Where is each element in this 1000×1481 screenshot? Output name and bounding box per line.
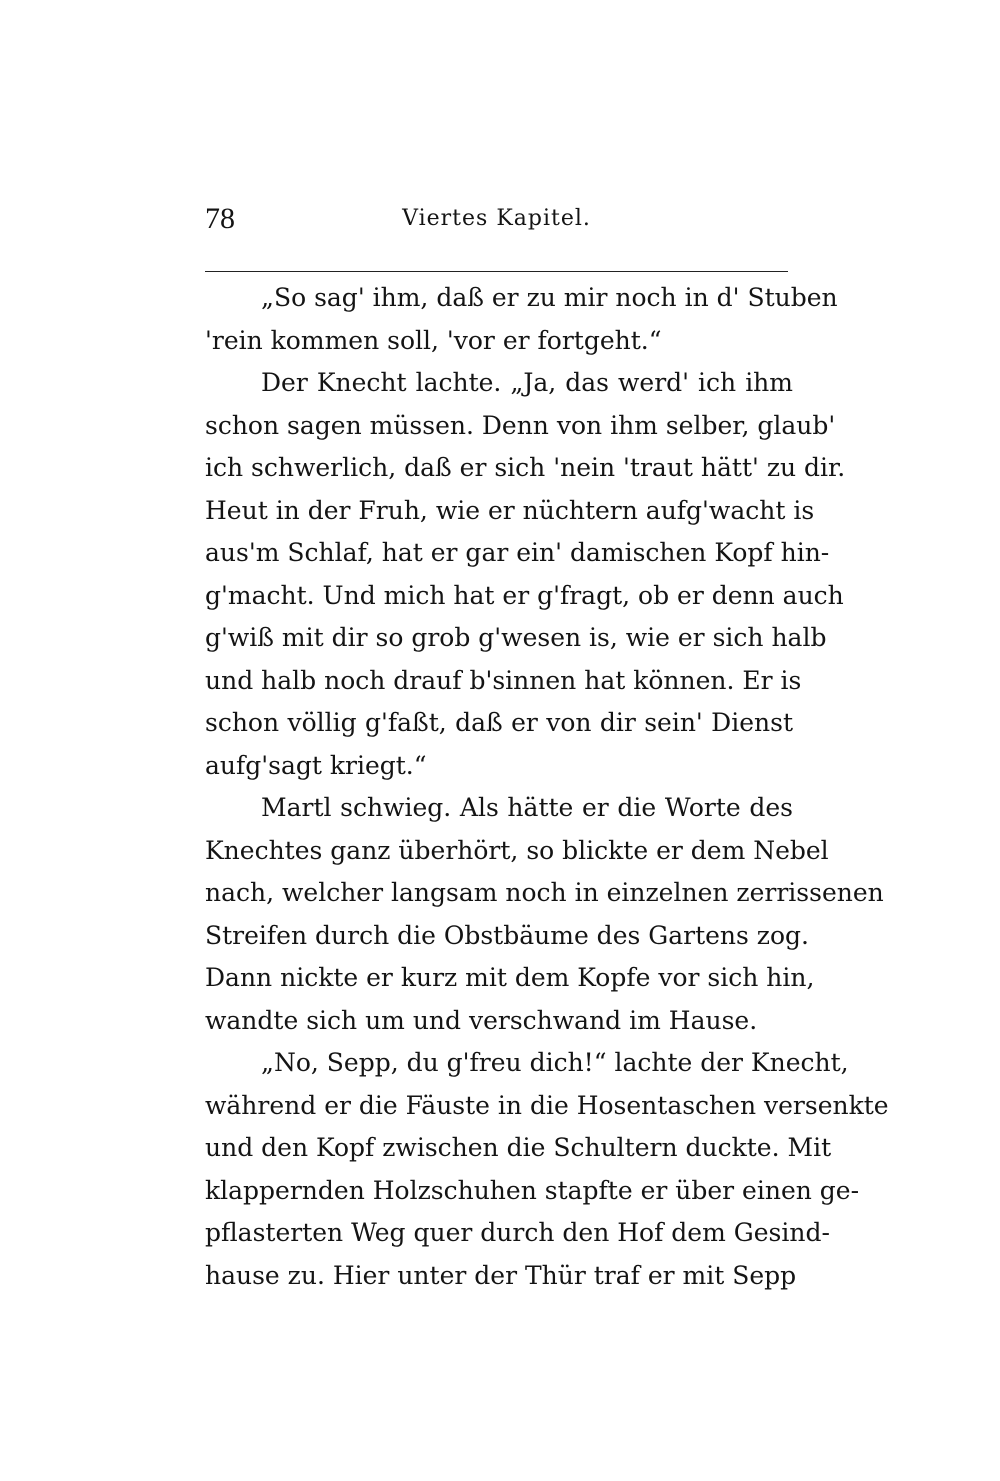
- text-line: Der Knecht lachte. „Ja, das werd' ich ihm: [261, 368, 793, 397]
- text-line: Martl schwieg. Als hätte er die Worte des: [261, 793, 793, 822]
- text-line: Heut in der Fruh, wie er nüchtern aufg'wacht is: [205, 495, 815, 525]
- text-line: pflasterten Weg quer durch den Hof dem Gesind-: [205, 1218, 830, 1247]
- text-line: aus'm Schlaf, hat er gar ein' damischen Kopf hin-: [205, 538, 830, 567]
- text-line: aufg'sagt kriegt.“: [205, 750, 427, 780]
- text-line: schon völlig g'faßt, daß er von dir sein' Dienst: [205, 708, 793, 737]
- page-number: 78: [205, 202, 235, 235]
- text-line: 'rein kommen soll, 'vor er fortgeht.“: [205, 325, 662, 355]
- text-line: Streifen durch die Obstbäume des Gartens zog.: [205, 920, 809, 950]
- text-line: Dann nickte er kurz mit dem Kopfe vor sich hin,: [205, 963, 815, 992]
- text-line: und halb noch drauf b'sinnen hat können. Er is: [205, 665, 802, 695]
- chapter-title: Viertes Kapitel.: [402, 206, 591, 231]
- text-line: „So sag' ihm, daß er zu mir noch in d' Stuben: [261, 283, 838, 312]
- text-line: wandte sich um und verschwand im Hause.: [205, 1005, 758, 1035]
- text-line: und den Kopf zwischen die Schultern duckte. Mit: [205, 1133, 832, 1162]
- text-line: klappernden Holzschuhen stapfte er über einen ge-: [205, 1175, 860, 1205]
- body-text: [205, 277, 889, 1297]
- text-line: während er die Fäuste in die Hosentaschen versenkte: [205, 1090, 889, 1120]
- text-line: ich schwerlich, daß er sich 'nein 'traut hätt' zu dir.: [205, 453, 846, 482]
- text-line: schon sagen müssen. Denn von ihm selber, glaub': [205, 410, 836, 440]
- text-line: hause zu. Hier unter der Thür traf er mit Sepp: [205, 1260, 797, 1290]
- text-line: nach, welcher langsam noch in einzelnen zerrissenen: [205, 878, 884, 907]
- text-line: g'wiß mit dir so grob g'wesen is, wie er sich halb: [205, 623, 827, 652]
- header-rule: [205, 271, 788, 272]
- running-head: [205, 200, 788, 240]
- text-line: Knechtes ganz überhört, so blickte er dem Nebel: [205, 835, 829, 865]
- text-line: „No, Sepp, du g'freu dich!“ lachte der Knecht,: [261, 1048, 849, 1077]
- text-line: g'macht. Und mich hat er g'fragt, ob er denn auch: [205, 580, 844, 610]
